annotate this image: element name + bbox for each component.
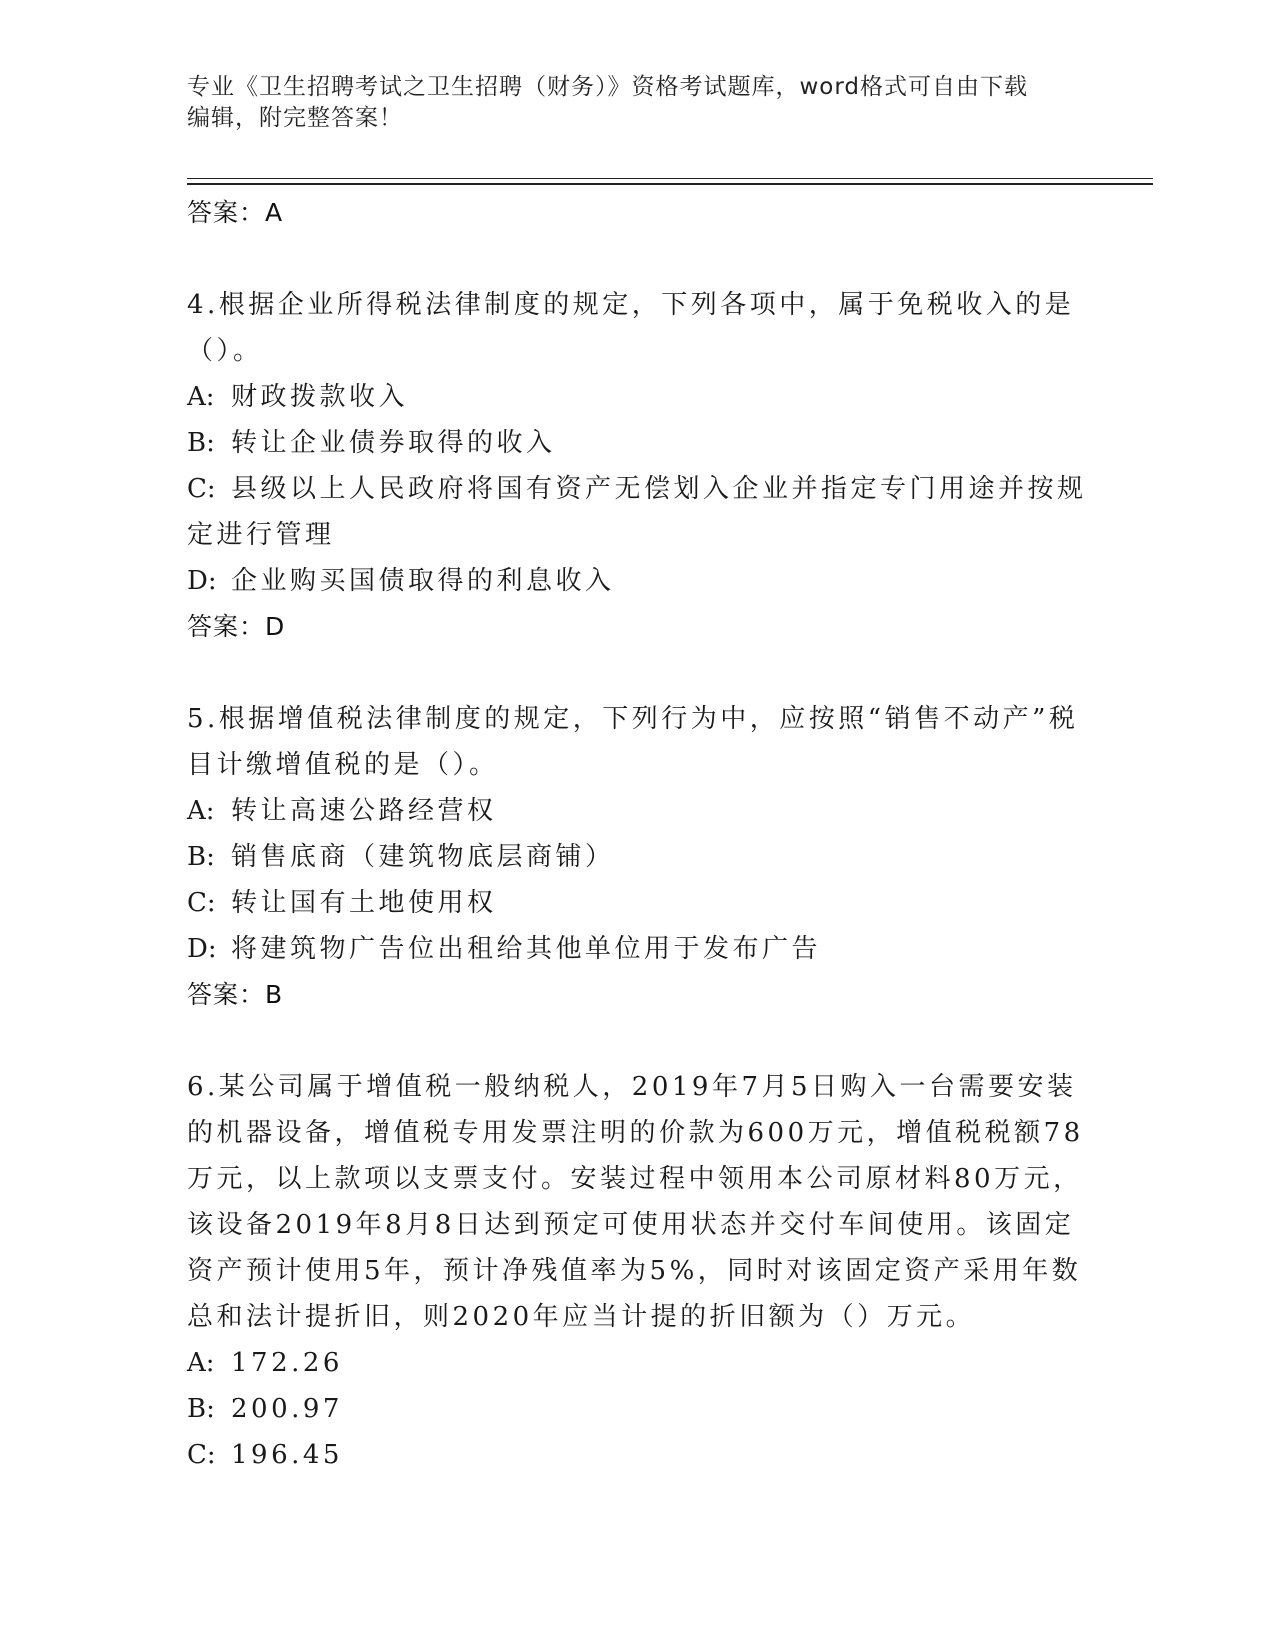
option-letter: A: (187, 796, 215, 826)
question-text: 4.根据企业所得税法律制度的规定，下列各项中，属于免税收入的是（）。 (187, 290, 1075, 366)
option-letter: B: (187, 428, 215, 458)
option-c (187, 466, 1087, 558)
option-letter: A: (187, 382, 215, 412)
option-b (187, 834, 1087, 880)
option-text: 将建筑物广告位出租给其他单位用于发布广告 (231, 934, 822, 964)
option-text: 200.97 (231, 1394, 343, 1424)
question-text: 6.某公司属于增值税一般纳税人，2019年7月5日购入一台需要安装的机器设备，增值税专用发票注明的价款为600万元，增值税税额78万元，以上款项以支票支付。安装过程中领用本公司原材料80万元，该设备2019年8月8日达到预定可使用状态并交付车间使用。该固定资产预计使用5年，预计净残值率为5%，同时对该固定资产采用年数总和法计提折旧，则2020年应当计提的折旧额为（）万元。 (187, 1072, 1084, 1332)
option-text: 172.26 (231, 1348, 343, 1378)
option-d (187, 926, 1087, 972)
answer-q4: 答案：D (187, 612, 286, 641)
option-text: 转让国有土地使用权 (231, 888, 497, 918)
option-letter: D: (187, 934, 217, 964)
option-text: 转让企业债券取得的收入 (231, 428, 556, 458)
option-text: 转让高速公路经营权 (231, 796, 497, 826)
option-c (187, 880, 1087, 926)
option-a (187, 788, 1087, 834)
option-letter: B: (187, 1394, 215, 1424)
option-d (187, 558, 1087, 604)
option-c (187, 1432, 1087, 1478)
answer-q3: 答案：A (187, 198, 284, 227)
option-text: 财政拨款收入 (231, 382, 409, 412)
option-letter: C: (187, 888, 216, 918)
question-text: 5.根据增值税法律制度的规定，下列行为中，应按照“销售不动产”税目计缴增值税的是（）。 (187, 704, 1079, 780)
option-b (187, 420, 1087, 466)
question-6 (187, 1064, 1087, 1478)
option-b (187, 1386, 1087, 1432)
header-line-2: 编辑，附完整答案！ (187, 105, 403, 131)
option-text: 196.45 (231, 1440, 343, 1470)
option-text: 县级以上人民政府将国有资产无偿划入企业并指定专门用途并按规定进行管理 (187, 474, 1087, 550)
option-a (187, 1340, 1087, 1386)
header-rule-top (187, 178, 1153, 179)
option-letter: C: (187, 474, 216, 504)
option-a (187, 374, 1087, 420)
question-content (187, 190, 1087, 1478)
header-line-1: 专业《卫生招聘考试之卫生招聘（财务）》资格考试题库，word格式可自由下载 (187, 74, 1029, 100)
option-letter: A: (187, 1348, 215, 1378)
option-letter: C: (187, 1440, 216, 1470)
question-4 (187, 282, 1087, 650)
option-text: 销售底商（建筑物底层商铺） (231, 842, 615, 872)
question-5 (187, 696, 1087, 1018)
option-letter: B: (187, 842, 215, 872)
page-header (187, 72, 1067, 134)
option-text: 企业购买国债取得的利息收入 (231, 566, 615, 596)
header-rule-bottom (187, 183, 1153, 185)
option-letter: D: (187, 566, 217, 596)
answer-q5: 答案：B (187, 980, 284, 1009)
